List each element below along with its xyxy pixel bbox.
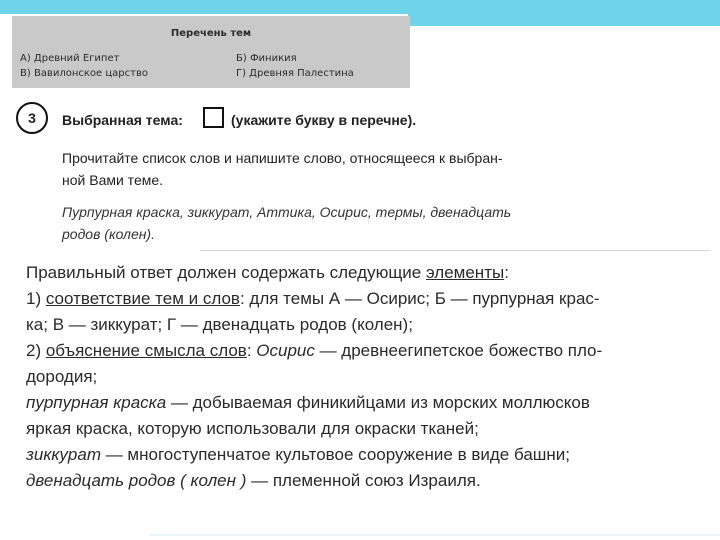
answer-text: : для темы А — Осирис; Б — пурпурная крас- (239, 289, 600, 308)
answer-line-2 (26, 289, 600, 309)
chosen-topic-label: Выбранная тема: (62, 112, 183, 128)
answer-text: Правильный ответ должен содержать следующие (26, 263, 426, 282)
bottom-divider (150, 534, 720, 536)
section-divider (200, 250, 710, 251)
topic-b: Б) Финикия (236, 53, 297, 64)
word-list-line-1: Пурпурная краска, зиккурат, Аттика, Осирис, термы, двенадцать (62, 204, 512, 220)
answer-line-1 (26, 263, 509, 283)
answer-line-4 (26, 341, 602, 361)
answer-line-9 (26, 471, 481, 491)
answer-line-5: дородия; (26, 367, 98, 386)
answer-line-3: ка; В — зиккурат; Г — двенадцать родов (колен); (26, 315, 413, 334)
answer-text: — племенной союз Израиля. (246, 471, 481, 490)
instruction-line-1: Прочитайте список слов и напишите слово, относящееся к выбран- (62, 150, 503, 166)
answer-line-8 (26, 445, 570, 465)
topic-d: Г) Древняя Палестина (236, 68, 354, 79)
top-accent-box (408, 14, 720, 26)
instruction-line-2: ной Вами теме. (62, 172, 164, 188)
topic-a: А) Древний Египет (20, 53, 120, 64)
task-number-badge: 3 (16, 102, 48, 134)
answer-line-7: яркая краска, которую использовали для окраски тканей; (26, 419, 479, 438)
answer-term: пурпурная краска (26, 393, 167, 412)
answer-text: 2) (26, 341, 46, 360)
topics-title: Перечень тем (170, 28, 252, 39)
answer-text: : (504, 263, 509, 282)
word-list-line-2: родов (колен). (62, 226, 155, 242)
topic-c: В) Вавилонское царство (20, 68, 148, 79)
answer-keyword: элементы (425, 263, 505, 282)
answer-keyword: объяснение смысла слов (45, 341, 247, 360)
answer-text: — добываемая финикийцами из морских моллюсков (166, 393, 590, 412)
answer-term: двенадцать родов ( колен ) (26, 471, 247, 490)
topics-list-panel (12, 16, 410, 88)
answer-text: 1) (26, 289, 46, 308)
answer-keyword: соответствие тем и слов (45, 289, 240, 308)
answer-text: — многоступенчатое культовое сооружение в виде башни; (100, 445, 571, 464)
answer-term: зиккурат (26, 445, 101, 464)
chosen-topic-hint: (укажите букву в перечне). (231, 112, 417, 128)
answer-term: Осирис (256, 341, 315, 360)
topic-letter-box[interactable] (203, 107, 224, 128)
top-accent-bar (0, 0, 720, 14)
answer-text: — древнеегипетское божество пло- (314, 341, 603, 360)
answer-text: : (246, 341, 257, 360)
answer-line-6 (26, 393, 590, 413)
